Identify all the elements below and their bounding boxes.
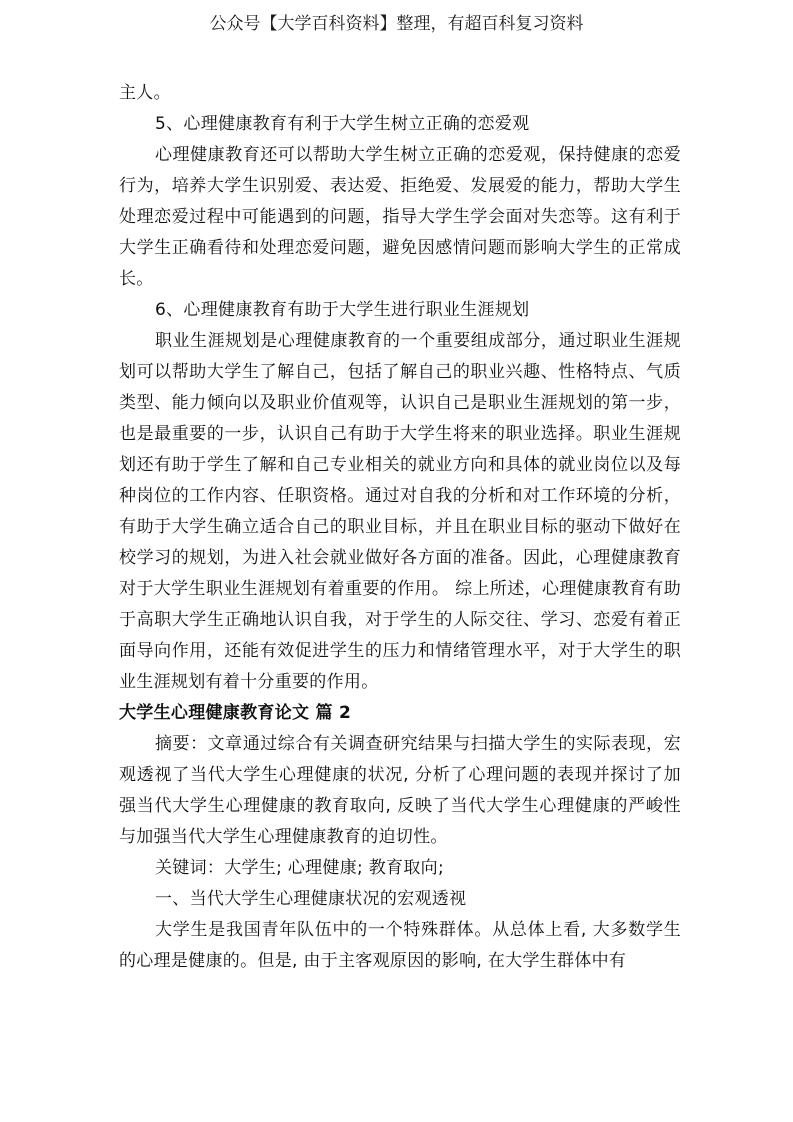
abstract-paragraph: 摘要：文章通过综合有关调查研究结果与扫描大学生的实际表现，宏观透视了当代大学生心理健康的状况, 分析了心理问题的表现并探讨了加强当代大学生心理健康的教育取向, 反映了当代大学生心理健康的严峻性与加强当代大学生心理健康教育的迫切性。 [119,734,681,847]
paragraph-overview: 大学生是我国青年队伍中的一个特殊群体。从总体上看, 大多数学生的心理是健康的。但是, 由于主客观原因的影响, 在大学生群体中有 [119,920,681,971]
paragraph-career-planning: 职业生涯规划是心理健康教育的一个重要组成部分，通过职业生涯规划可以帮助大学生了解自己，包括了解自己的职业兴趣、性格特点、气质类型、能力倾向以及职业价值观等，认识自己是职业生涯规划的第一步，也是最重要的一步，认识自己有助于大学生将来的职业选择。职业生涯规划还有助于学生了解和自己专业相关的就业方向和具体的就业岗位以及每种岗位的工作内容、任职资格。通过对自我的分析和对工作环境的分析，有助于大学生确立适合自己的职业目标，并且在职业目标的驱动下做好在校学习的规划，为进入社会就业做好各方面的准备。因此，心理健康教育对于大学生职业生涯规划有着重要的作用。 综上所述，心理健康教育有助于高职大学生正确地认识自我，对于学生的人际交往、学习、恋爱有着正面导向作用，还能有效促进学生的压力和情绪管理水平，对于大学生的职业生涯规划有着十分重要的作用。 [119,331,681,692]
keywords-line: 关键词：大学生; 心理健康; 教育取向; [155,858,444,878]
section-heading-1: 一、当代大学生心理健康状况的宏观透视 [155,889,467,909]
document-body [119,78,681,977]
article-title: 大学生心理健康教育论文 篇 2 [119,703,352,723]
paragraph-love-view: 心理健康教育还可以帮助大学生树立正确的恋爱观，保持健康的恋爱行为，培养大学生识别爱、表达爱、拒绝爱、发展爱的能力，帮助大学生处理恋爱过程中可能遇到的问题，指导大学生学会面对失恋等。这有利于大学生正确看待和处理恋爱问题，避免因感情问题而影响大学生的正常成长。 [119,145,681,289]
section-heading-6: 6、心理健康教育有助于大学生进行职业生涯规划 [155,300,530,320]
paragraph-continuation: 主人。 [119,83,171,103]
page-header: 公众号【大学百科资料】整理，有超百科复习资料 [209,14,584,34]
section-heading-5: 5、心理健康教育有利于大学生树立正确的恋爱观 [155,114,530,134]
